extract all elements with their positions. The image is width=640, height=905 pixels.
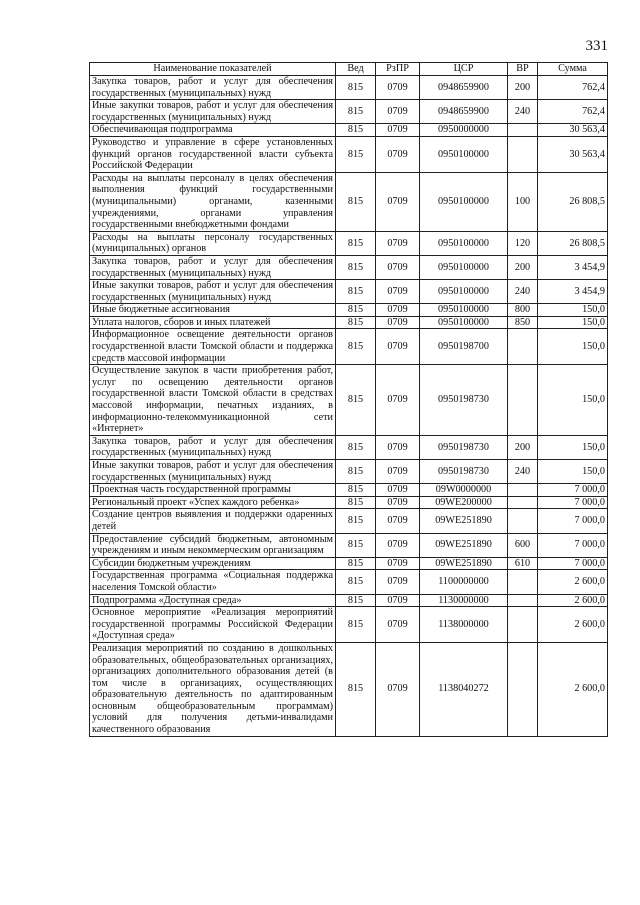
cell-sum: 7 000,0	[538, 533, 608, 557]
table-row	[90, 496, 608, 509]
cell-ved: 815	[336, 329, 376, 365]
cell-rzpr: 0709	[376, 533, 420, 557]
column-header-csr: ЦСР	[420, 63, 508, 76]
table-row	[90, 136, 608, 172]
table-row	[90, 533, 608, 557]
cell-ved: 815	[336, 533, 376, 557]
cell-csr: 1100000000	[420, 570, 508, 594]
table-row	[90, 329, 608, 365]
cell-sum: 2 600,0	[538, 607, 608, 643]
cell-rzpr: 0709	[376, 329, 420, 365]
cell-csr: 0950198730	[420, 365, 508, 436]
cell-ved: 815	[336, 509, 376, 533]
cell-rzpr: 0709	[376, 76, 420, 100]
cell-name: Расходы на выплаты персоналу в целях обеспечения выполнения функций государственными (муниципальными) органами, казенными учреждениями, органами управления государственными внебюджетными фондами	[90, 172, 336, 231]
cell-name: Иные закупки товаров, работ и услуг для обеспечения государственных (муниципальных) нужд	[90, 100, 336, 124]
cell-name: Иные закупки товаров, работ и услуг для обеспечения государственных (муниципальных) нужд	[90, 460, 336, 484]
cell-name: Региональный проект «Успех каждого ребенка»	[90, 496, 336, 509]
cell-csr: 0950198700	[420, 329, 508, 365]
table-row	[90, 76, 608, 100]
cell-name: Проектная часть государственной программы	[90, 484, 336, 497]
table-row	[90, 280, 608, 304]
cell-csr: 09WE200000	[420, 496, 508, 509]
cell-sum: 150,0	[538, 365, 608, 436]
cell-vr	[508, 594, 538, 607]
table-row	[90, 255, 608, 279]
cell-rzpr: 0709	[376, 280, 420, 304]
cell-name: Создание центров выявления и поддержки одаренных детей	[90, 509, 336, 533]
cell-ved: 815	[336, 100, 376, 124]
cell-ved: 815	[336, 496, 376, 509]
cell-ved: 815	[336, 255, 376, 279]
cell-name: Подпрограмма «Доступная среда»	[90, 594, 336, 607]
cell-name: Реализация мероприятий по созданию в дошкольных образовательных, общеобразовательных организациях, организациях дополнительного образования детей (в том числе в организациях, осуществляющих образовательную деятельность по адаптированным основным общеобразовательным программам) условий для получения детьми-инвалидами качественного образования	[90, 642, 336, 736]
cell-vr: 610	[508, 557, 538, 570]
cell-csr: 0950100000	[420, 304, 508, 317]
page-number: 331	[585, 38, 608, 54]
cell-name: Информационное освещение деятельности органов государственной власти Томской области и поддержка средств массовой информации	[90, 329, 336, 365]
cell-vr: 240	[508, 460, 538, 484]
cell-csr: 09WE251890	[420, 509, 508, 533]
cell-ved: 815	[336, 642, 376, 736]
cell-name: Осуществление закупок в части приобретения работ, услуг по освещению деятельности органов государственной власти Томской области в средствах массовой информации, печатных изданиях, в информационно-телекоммуникационной сети «Интернет»	[90, 365, 336, 436]
cell-name: Государственная программа «Социальная поддержка населения Томской области»	[90, 570, 336, 594]
cell-vr	[508, 136, 538, 172]
cell-ved: 815	[336, 76, 376, 100]
table-row	[90, 100, 608, 124]
cell-ved: 815	[336, 124, 376, 137]
cell-vr	[508, 509, 538, 533]
cell-sum: 30 563,4	[538, 124, 608, 137]
table-row	[90, 435, 608, 459]
table-row	[90, 509, 608, 533]
cell-ved: 815	[336, 316, 376, 329]
cell-ved: 815	[336, 231, 376, 255]
cell-ved: 815	[336, 484, 376, 497]
cell-ved: 815	[336, 460, 376, 484]
table-row	[90, 594, 608, 607]
cell-rzpr: 0709	[376, 435, 420, 459]
cell-csr: 0948659900	[420, 100, 508, 124]
table-row	[90, 231, 608, 255]
cell-sum: 26 808,5	[538, 231, 608, 255]
cell-csr: 09WE251890	[420, 557, 508, 570]
cell-rzpr: 0709	[376, 460, 420, 484]
cell-csr: 0950100000	[420, 316, 508, 329]
cell-name: Основное мероприятие «Реализация мероприятий государственной программы Российской Федерации «Доступная среда»	[90, 607, 336, 643]
cell-rzpr: 0709	[376, 496, 420, 509]
column-header-name: Наименование показателей	[90, 63, 336, 76]
cell-csr: 0950100000	[420, 231, 508, 255]
cell-vr: 120	[508, 231, 538, 255]
table-row	[90, 365, 608, 436]
cell-name: Закупка товаров, работ и услуг для обеспечения государственных (муниципальных) нужд	[90, 435, 336, 459]
cell-rzpr: 0709	[376, 594, 420, 607]
cell-sum: 7 000,0	[538, 496, 608, 509]
cell-name: Обеспечивающая подпрограмма	[90, 124, 336, 137]
cell-csr: 09W0000000	[420, 484, 508, 497]
cell-sum: 3 454,9	[538, 280, 608, 304]
table-row	[90, 570, 608, 594]
table-row	[90, 304, 608, 317]
cell-name: Закупка товаров, работ и услуг для обеспечения государственных (муниципальных) нужд	[90, 76, 336, 100]
cell-csr: 09WE251890	[420, 533, 508, 557]
cell-vr	[508, 124, 538, 137]
cell-sum: 2 600,0	[538, 570, 608, 594]
table-row	[90, 642, 608, 736]
cell-vr	[508, 496, 538, 509]
cell-csr: 1138000000	[420, 607, 508, 643]
cell-rzpr: 0709	[376, 484, 420, 497]
cell-rzpr: 0709	[376, 365, 420, 436]
cell-csr: 0948659900	[420, 76, 508, 100]
cell-csr: 0950100000	[420, 172, 508, 231]
cell-vr: 240	[508, 280, 538, 304]
cell-rzpr: 0709	[376, 316, 420, 329]
cell-vr: 200	[508, 76, 538, 100]
cell-sum: 762,4	[538, 76, 608, 100]
cell-csr: 0950198730	[420, 435, 508, 459]
cell-vr	[508, 642, 538, 736]
cell-vr: 200	[508, 255, 538, 279]
cell-ved: 815	[336, 594, 376, 607]
cell-ved: 815	[336, 570, 376, 594]
cell-ved: 815	[336, 435, 376, 459]
cell-ved: 815	[336, 172, 376, 231]
column-header-vr: ВР	[508, 63, 538, 76]
cell-rzpr: 0709	[376, 124, 420, 137]
cell-sum: 26 808,5	[538, 172, 608, 231]
table-header-row	[90, 63, 608, 76]
cell-csr: 0950100000	[420, 280, 508, 304]
table-row	[90, 316, 608, 329]
cell-sum: 762,4	[538, 100, 608, 124]
cell-vr: 100	[508, 172, 538, 231]
cell-sum: 150,0	[538, 316, 608, 329]
cell-name: Субсидии бюджетным учреждениям	[90, 557, 336, 570]
table-row	[90, 607, 608, 643]
cell-vr	[508, 484, 538, 497]
cell-csr: 0950000000	[420, 124, 508, 137]
column-header-rzpr: РзПР	[376, 63, 420, 76]
table-row	[90, 557, 608, 570]
cell-rzpr: 0709	[376, 100, 420, 124]
cell-vr: 800	[508, 304, 538, 317]
cell-sum: 150,0	[538, 435, 608, 459]
cell-sum: 7 000,0	[538, 509, 608, 533]
table-row	[90, 172, 608, 231]
cell-name: Иные бюджетные ассигнования	[90, 304, 336, 317]
cell-vr: 240	[508, 100, 538, 124]
cell-rzpr: 0709	[376, 642, 420, 736]
cell-ved: 815	[336, 304, 376, 317]
cell-sum: 150,0	[538, 460, 608, 484]
cell-vr: 600	[508, 533, 538, 557]
cell-rzpr: 0709	[376, 570, 420, 594]
cell-sum: 7 000,0	[538, 557, 608, 570]
cell-csr: 0950198730	[420, 460, 508, 484]
cell-vr: 200	[508, 435, 538, 459]
cell-vr	[508, 607, 538, 643]
column-header-sum: Сумма	[538, 63, 608, 76]
cell-vr	[508, 365, 538, 436]
cell-csr: 0950100000	[420, 136, 508, 172]
cell-csr: 1130000000	[420, 594, 508, 607]
cell-rzpr: 0709	[376, 231, 420, 255]
cell-name: Предоставление субсидий бюджетным, автономным учреждениям и иным некоммерческим организациям	[90, 533, 336, 557]
budget-table	[89, 62, 608, 737]
column-header-ved: Вед	[336, 63, 376, 76]
cell-name: Расходы на выплаты персоналу государственных (муниципальных) органов	[90, 231, 336, 255]
cell-ved: 815	[336, 607, 376, 643]
cell-name: Уплата налогов, сборов и иных платежей	[90, 316, 336, 329]
cell-ved: 815	[336, 557, 376, 570]
cell-rzpr: 0709	[376, 172, 420, 231]
cell-rzpr: 0709	[376, 509, 420, 533]
cell-rzpr: 0709	[376, 136, 420, 172]
cell-vr	[508, 329, 538, 365]
cell-sum: 2 600,0	[538, 642, 608, 736]
cell-sum: 150,0	[538, 329, 608, 365]
cell-csr: 0950100000	[420, 255, 508, 279]
cell-sum: 30 563,4	[538, 136, 608, 172]
cell-sum: 150,0	[538, 304, 608, 317]
table-row	[90, 124, 608, 137]
cell-vr	[508, 570, 538, 594]
cell-rzpr: 0709	[376, 557, 420, 570]
cell-rzpr: 0709	[376, 304, 420, 317]
cell-sum: 2 600,0	[538, 594, 608, 607]
cell-name: Закупка товаров, работ и услуг для обеспечения государственных (муниципальных) нужд	[90, 255, 336, 279]
cell-rzpr: 0709	[376, 607, 420, 643]
cell-rzpr: 0709	[376, 255, 420, 279]
cell-name: Руководство и управление в сфере установленных функций органов государственной власти субъекта Российской Федерации	[90, 136, 336, 172]
cell-vr: 850	[508, 316, 538, 329]
cell-ved: 815	[336, 136, 376, 172]
cell-sum: 3 454,9	[538, 255, 608, 279]
cell-csr: 1138040272	[420, 642, 508, 736]
cell-ved: 815	[336, 280, 376, 304]
cell-ved: 815	[336, 365, 376, 436]
cell-name: Иные закупки товаров, работ и услуг для обеспечения государственных (муниципальных) нужд	[90, 280, 336, 304]
table-row	[90, 484, 608, 497]
cell-sum: 7 000,0	[538, 484, 608, 497]
table-row	[90, 460, 608, 484]
